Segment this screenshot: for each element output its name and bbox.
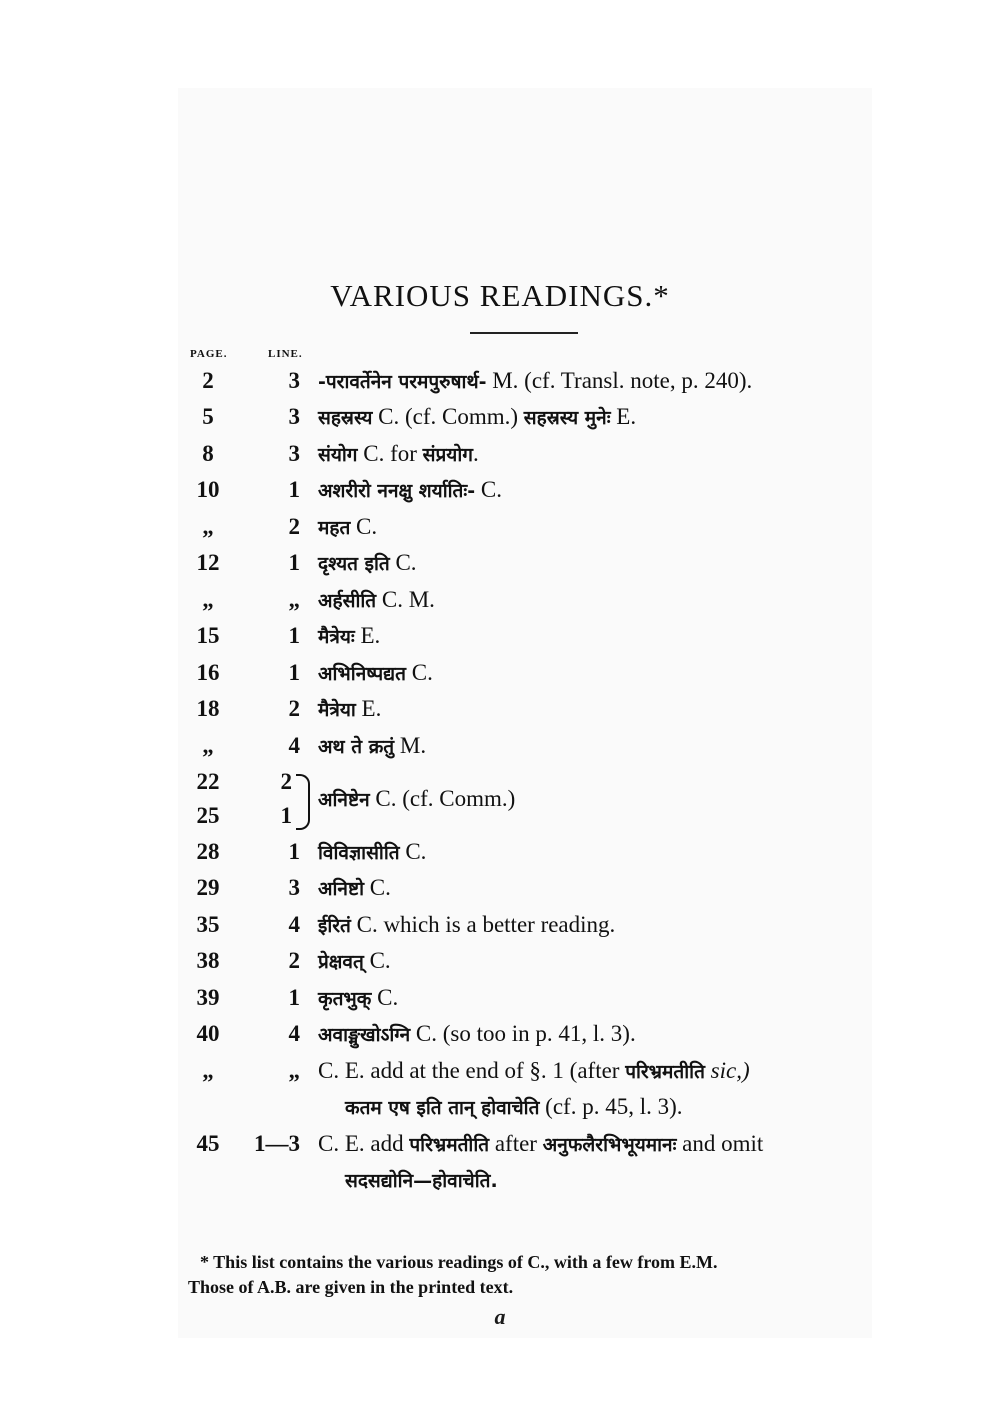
reading-note: C. (so too in p. 41, l. 3).: [410, 1021, 636, 1046]
reading-text: [318, 368, 752, 394]
reading-text: [318, 1131, 763, 1157]
reading-row: [0, 550, 1000, 586]
devanagari-text: अर्हसीति: [318, 590, 377, 612]
reading-note: C.: [389, 550, 417, 575]
page-number: 10: [196, 477, 220, 502]
devanagari-text: कृतभुक्: [318, 988, 372, 1010]
reading-note: and omit: [676, 1131, 764, 1156]
reading-row: [0, 696, 1000, 732]
line-column-header: LINE.: [268, 348, 303, 360]
page-number: „: [202, 733, 214, 758]
reading-row: [0, 660, 1000, 696]
reading-note: C. (cf. Comm.): [372, 404, 524, 429]
reading-row: [0, 404, 1000, 440]
line-number: 2: [288, 696, 300, 721]
line-number: 4: [288, 733, 300, 758]
page-number: 29: [196, 875, 220, 900]
reading-note: M.: [394, 733, 427, 758]
reading-note: C.: [350, 514, 378, 539]
reading-row: [0, 733, 1000, 769]
reading-note: C. E. add at the end of §. 1 (after: [318, 1058, 626, 1083]
reading-note: M. (cf. Transl. note, p. 240).: [486, 368, 753, 393]
devanagari-text: सहस्रस्य: [318, 407, 373, 429]
reading-note: E.: [355, 696, 382, 721]
page-number: 16: [196, 660, 220, 685]
page-number: 15: [196, 623, 220, 648]
reading-row: [0, 1131, 1000, 1167]
reading-note: C.: [399, 839, 427, 864]
line-number: 1: [288, 839, 300, 864]
reading-text: [318, 660, 433, 686]
reading-text: [318, 733, 426, 759]
reading-note: C.: [405, 660, 433, 685]
page-number: 22: [196, 769, 220, 794]
reading-row: [0, 441, 1000, 477]
reading-text: [345, 1167, 498, 1193]
reading-row: [0, 912, 1000, 948]
reading-text: [318, 948, 391, 974]
reading-row: [0, 514, 1000, 550]
reading-text: [318, 696, 381, 722]
line-number: 1: [288, 550, 300, 575]
reading-note: E.: [610, 404, 637, 429]
line-number: 1: [280, 803, 292, 828]
footnote-line-1: * This list contains the various readings of C., with a few from E.M.: [200, 1252, 718, 1272]
line-number: 3: [288, 404, 300, 429]
reading-note: (cf. p. 45, l. 3).: [539, 1094, 683, 1119]
reading-text: [318, 912, 615, 938]
reading-note: after: [489, 1131, 543, 1156]
devanagari-text: संप्रयोग: [422, 444, 473, 466]
page-number: 12: [196, 550, 220, 575]
devanagari-text: दृश्यत इति: [318, 553, 390, 575]
reading-note: C. M.: [376, 587, 435, 612]
page-number: „: [202, 1058, 214, 1083]
page-number: 38: [196, 948, 220, 973]
line-number: „: [288, 1058, 300, 1083]
reading-row: [0, 985, 1000, 1021]
reading-note: C.: [475, 477, 502, 502]
page-number: 25: [196, 803, 220, 828]
reading-continuation: [0, 1094, 1000, 1130]
reading-note: C.: [363, 948, 391, 973]
page-number: „: [202, 514, 214, 539]
reading-text: [318, 404, 636, 430]
reading-text: [318, 985, 398, 1011]
reading-text: [318, 587, 435, 613]
page-number: 18: [196, 696, 220, 721]
line-number: 1: [288, 985, 300, 1010]
devanagari-text: अनुफलैरभिभूयमानः: [542, 1134, 677, 1156]
title-rule: [470, 332, 578, 334]
devanagari-text: महत: [318, 517, 351, 539]
line-number: „: [288, 587, 300, 612]
devanagari-text: अवाङ्मुखोऽग्नि: [318, 1024, 411, 1046]
devanagari-text: मैत्रेया: [318, 699, 356, 721]
line-number: 4: [288, 912, 300, 937]
devanagari-text: अथ ते क्रतुं: [318, 736, 395, 758]
line-number: 4: [288, 1021, 300, 1046]
page-number: 40: [196, 1021, 220, 1046]
reading-text: [318, 550, 417, 576]
devanagari-text: विविज्ञासीति: [318, 842, 400, 864]
page-column-header: PAGE.: [190, 348, 228, 360]
reading-note: C.: [371, 985, 399, 1010]
sic-note: sic,): [704, 1058, 750, 1083]
page-signature: a: [494, 1304, 506, 1329]
reading-row: [0, 839, 1000, 875]
reading-text: [318, 786, 515, 812]
devanagari-text: सदसद्योनि—होवाचेति.: [345, 1170, 498, 1192]
page-number: „: [202, 587, 214, 612]
devanagari-text: परिभ्रमतीति: [409, 1134, 490, 1156]
page-number: 2: [202, 368, 214, 393]
reading-text: [318, 623, 380, 649]
reading-text: [318, 477, 502, 503]
reading-row: [0, 587, 1000, 623]
devanagari-text: प्रेक्षवत्: [318, 951, 364, 973]
reading-text: [318, 441, 479, 467]
line-number: 3: [288, 875, 300, 900]
reading-text: [318, 839, 426, 865]
reading-row: [0, 477, 1000, 513]
page-number: 5: [202, 404, 214, 429]
reading-row: [0, 875, 1000, 911]
devanagari-text: -परावर्तेनेन परमपुरुषार्थ-: [318, 371, 487, 393]
reading-note: C. which is a better reading.: [350, 912, 616, 937]
reading-text: [345, 1094, 683, 1120]
line-number: 2: [280, 769, 292, 794]
line-number: 1: [288, 623, 300, 648]
reading-text: [318, 514, 377, 540]
line-number: 2: [288, 514, 300, 539]
reading-continuation: [0, 1167, 1000, 1203]
page-title: VARIOUS READINGS.*: [330, 278, 670, 313]
page-number: 45: [196, 1131, 220, 1156]
line-number: 2: [288, 948, 300, 973]
devanagari-text: मैत्रेयः: [318, 626, 355, 648]
reading-row: [0, 623, 1000, 659]
page-number: 39: [196, 985, 220, 1010]
reading-row: [0, 368, 1000, 404]
devanagari-text: कतम एष इति तान् होवाचेति: [345, 1097, 540, 1119]
footnote-line-2: Those of A.B. are given in the printed text.: [188, 1277, 514, 1297]
devanagari-text: अभिनिष्पद्यत: [318, 663, 406, 685]
line-number: 1—3: [254, 1131, 300, 1156]
devanagari-text: सहस्रस्य मुनेः: [523, 407, 611, 429]
page-number: 28: [196, 839, 220, 864]
devanagari-text: संयोग: [318, 444, 358, 466]
line-number: 1: [288, 477, 300, 502]
reading-note: E.: [354, 623, 381, 648]
page-number: 35: [196, 912, 220, 937]
reading-row: [0, 1058, 1000, 1094]
devanagari-text: परिभ्रमतीति: [625, 1061, 705, 1083]
page-number: 8: [202, 441, 214, 466]
reading-note: C. E. add: [318, 1131, 410, 1156]
line-number: 3: [288, 441, 300, 466]
devanagari-text: अनिष्टेन: [318, 789, 370, 811]
devanagari-text: अनिष्टो: [318, 878, 364, 900]
reading-row: [0, 948, 1000, 984]
reading-note: .: [472, 441, 479, 466]
line-number: 3: [288, 368, 300, 393]
line-number: 1: [288, 660, 300, 685]
reading-note: C. (cf. Comm.): [369, 786, 516, 811]
reading-text: [318, 875, 391, 901]
reading-note: C.: [364, 875, 391, 900]
devanagari-text: अशरीरो ननक्षु शर्यातिः-: [318, 480, 476, 502]
reading-row: [0, 1021, 1000, 1057]
reading-text: [318, 1021, 636, 1047]
bracket-reading: [0, 786, 1000, 822]
devanagari-text: ईरितं: [318, 915, 351, 937]
reading-note: C. for: [357, 441, 423, 466]
reading-text: [318, 1058, 750, 1084]
